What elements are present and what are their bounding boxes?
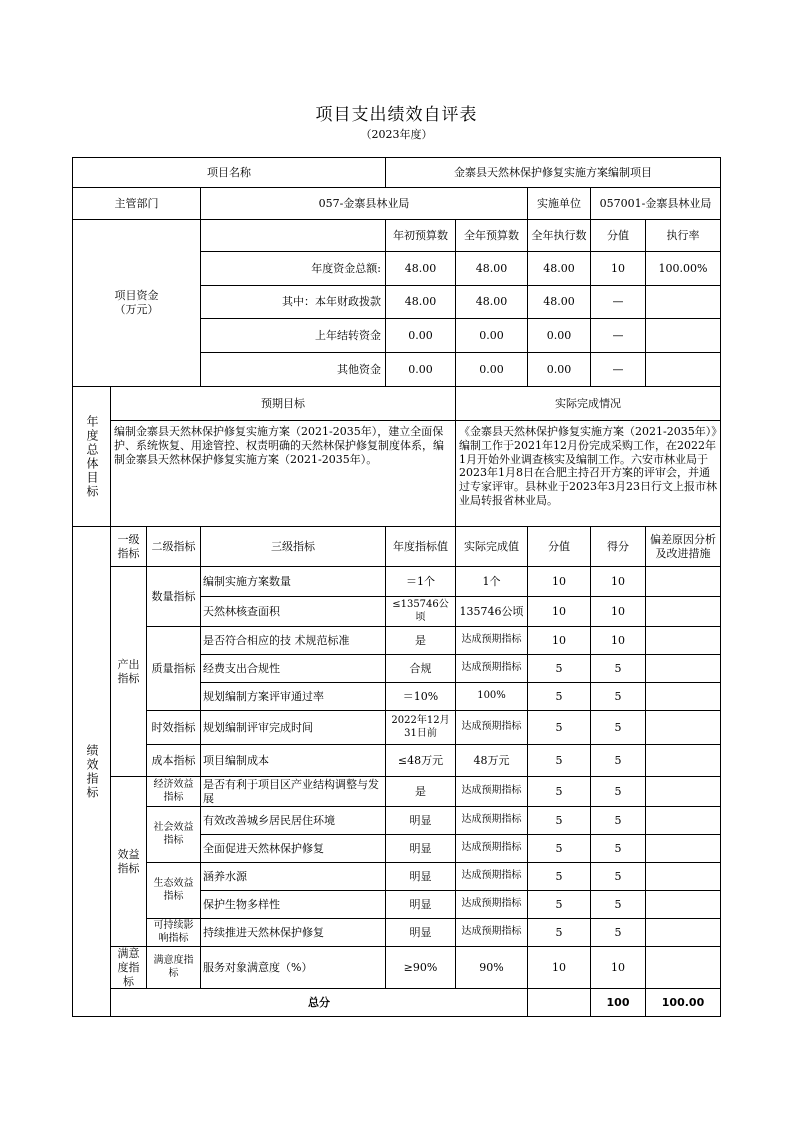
indicator-name: 持续推进天然林保护修复 <box>201 919 386 947</box>
fund-rate: 100.00% <box>646 252 721 286</box>
indicator-deviation <box>646 807 721 835</box>
indicator-row <box>73 919 721 947</box>
project-name-value: 金寨县天然林保护修复实施方案编制项目 <box>386 158 721 188</box>
fund-header-score-value: 分值 <box>591 220 646 252</box>
indicator-deviation <box>646 947 721 989</box>
project-name-label: 项目名称 <box>73 158 386 188</box>
indicator-actual: 达成预期指标 <box>456 863 528 891</box>
indicator-actual: 100% <box>456 683 528 711</box>
indicator-actual: 48万元 <box>456 745 528 777</box>
indicator-target: 2022年12月31日前 <box>386 711 456 745</box>
perf-header-level3: 三级指标 <box>201 527 386 567</box>
fund-initial: 48.00 <box>386 252 456 286</box>
indicator-deviation <box>646 919 721 947</box>
level2-ecological: 生态效益指标 <box>147 863 201 919</box>
fund-row-label: 其中：本年财政拨款 <box>201 286 386 319</box>
fund-header-initial: 年初预算数 <box>386 220 456 252</box>
level2-social: 社会效益指标 <box>147 807 201 863</box>
indicator-score-value: 5 <box>528 835 591 863</box>
indicator-target: 明显 <box>386 919 456 947</box>
indicator-score-value: 10 <box>528 627 591 655</box>
indicator-score: 5 <box>591 807 646 835</box>
indicator-actual: 达成预期指标 <box>456 807 528 835</box>
indicator-name: 编制实施方案数量 <box>201 567 386 597</box>
indicator-name: 涵养水源 <box>201 863 386 891</box>
fund-rate <box>646 353 721 387</box>
indicator-score-value: 5 <box>528 777 591 807</box>
indicator-score: 10 <box>591 627 646 655</box>
indicator-actual: 达成预期指标 <box>456 919 528 947</box>
level2-quantity: 数量指标 <box>147 567 201 627</box>
fund-executed: 0.00 <box>528 353 591 387</box>
indicator-name: 是否有利于项目区产业结构调整与发展 <box>201 777 386 807</box>
expected-goal-header: 预期目标 <box>111 387 456 421</box>
level1-benefit: 效益指标 <box>111 777 147 947</box>
indicator-score-value: 5 <box>528 919 591 947</box>
fund-score-value: — <box>591 286 646 319</box>
fund-executed: 0.00 <box>528 319 591 353</box>
indicator-target: 是 <box>386 777 456 807</box>
fund-row-label: 其他资金 <box>201 353 386 387</box>
fund-annual: 48.00 <box>456 252 528 286</box>
indicator-name: 规划编制方案评审通过率 <box>201 683 386 711</box>
actual-completion-header: 实际完成情况 <box>456 387 721 421</box>
indicator-name: 经费支出合规性 <box>201 655 386 683</box>
fund-header-blank <box>201 220 386 252</box>
indicator-score: 5 <box>591 891 646 919</box>
indicator-score: 5 <box>591 919 646 947</box>
perf-header-target: 年度指标值 <box>386 527 456 567</box>
indicator-score: 5 <box>591 863 646 891</box>
fund-rate <box>646 286 721 319</box>
indicator-deviation <box>646 711 721 745</box>
indicator-row <box>73 567 721 597</box>
fund-executed: 48.00 <box>528 286 591 319</box>
perf-header-score-value: 分值 <box>528 527 591 567</box>
total-label: 总分 <box>111 989 528 1017</box>
page-subtitle-year: （2023年度） <box>360 128 433 141</box>
indicator-score-value: 5 <box>528 711 591 745</box>
indicator-name: 全面促进天然林保护修复 <box>201 835 386 863</box>
level2-quality: 质量指标 <box>147 627 201 711</box>
indicator-actual: 达成预期指标 <box>456 777 528 807</box>
dept-value: 057-金寨县林业局 <box>201 188 528 220</box>
indicator-name: 规划编制评审完成时间 <box>201 711 386 745</box>
indicator-score: 5 <box>591 835 646 863</box>
actual-completion-text: 《金寨县天然林保护修复实施方案（2021-2035年）》编制工作于2021年12月份完成采购工作，在2022年1月开始外业调查核实及编制工作。六安市林业局于2023年1月8日在合肥主持召开方案的评审会，并通过专家评审。县林业于2023年3月23日行文上报市林业局转报省林业局。 <box>456 421 721 527</box>
annual-goal-label <box>73 387 111 527</box>
indicator-score-value: 5 <box>528 683 591 711</box>
indicator-deviation <box>646 891 721 919</box>
indicator-target: ≤135746公顷 <box>386 597 456 627</box>
indicator-row <box>73 711 721 745</box>
fund-header-rate: 执行率 <box>646 220 721 252</box>
indicator-name: 天然林核查面积 <box>201 597 386 627</box>
fund-score-value: 10 <box>591 252 646 286</box>
perf-header-level1: 一级指标 <box>111 527 147 567</box>
impl-value: 057001-金寨县林业局 <box>591 188 721 220</box>
level2-time: 时效指标 <box>147 711 201 745</box>
indicator-target: 明显 <box>386 807 456 835</box>
indicator-target: ＝1个 <box>386 567 456 597</box>
perf-header-score: 得分 <box>591 527 646 567</box>
fund-annual: 0.00 <box>456 319 528 353</box>
fund-label <box>73 220 201 387</box>
fund-row-label: 年度资金总额: <box>201 252 386 286</box>
indicator-row <box>73 947 721 989</box>
indicator-deviation <box>646 835 721 863</box>
indicator-target: 合规 <box>386 655 456 683</box>
indicator-score: 10 <box>591 567 646 597</box>
fund-label-text: 项目资金（万元） <box>114 289 159 316</box>
evaluation-table <box>72 157 721 1017</box>
indicator-target: ＝10% <box>386 683 456 711</box>
perf-header-level2: 二级指标 <box>147 527 201 567</box>
fund-header-annual: 全年预算数 <box>456 220 528 252</box>
indicator-name: 保护生物多样性 <box>201 891 386 919</box>
level1-output: 产出指标 <box>111 567 147 777</box>
indicator-score: 5 <box>591 745 646 777</box>
level2-cost: 成本指标 <box>147 745 201 777</box>
performance-label-text: 绩效指标 <box>85 743 99 800</box>
indicator-target: 是 <box>386 627 456 655</box>
indicator-deviation <box>646 683 721 711</box>
fund-row-label: 上年结转资金 <box>201 319 386 353</box>
level2-satisfaction: 满意度指标 <box>147 947 201 989</box>
indicator-actual: 达成预期指标 <box>456 835 528 863</box>
indicator-name: 有效改善城乡居民居住环境 <box>201 807 386 835</box>
indicator-score-value: 5 <box>528 807 591 835</box>
dept-label: 主管部门 <box>73 188 201 220</box>
indicator-target: 明显 <box>386 863 456 891</box>
total-score-value: 100 <box>591 989 646 1017</box>
indicator-actual: 达成预期指标 <box>456 891 528 919</box>
indicator-row <box>73 807 721 835</box>
indicator-score-value: 5 <box>528 863 591 891</box>
indicator-row <box>73 745 721 777</box>
indicator-deviation <box>646 655 721 683</box>
indicator-deviation <box>646 863 721 891</box>
indicator-deviation <box>646 745 721 777</box>
perf-header-deviation: 偏差原因分析及改进措施 <box>646 527 721 567</box>
level1-satisfaction: 满意度指标 <box>111 947 147 989</box>
indicator-score-value: 5 <box>528 655 591 683</box>
indicator-actual: 90% <box>456 947 528 989</box>
indicator-row <box>73 777 721 807</box>
indicator-score-value: 5 <box>528 745 591 777</box>
indicator-score: 5 <box>591 683 646 711</box>
total-score: 100.00 <box>646 989 721 1017</box>
indicator-score-value: 10 <box>528 597 591 627</box>
indicator-score: 5 <box>591 655 646 683</box>
fund-executed: 48.00 <box>528 252 591 286</box>
indicator-name: 服务对象满意度（%） <box>201 947 386 989</box>
indicator-name: 项目编制成本 <box>201 745 386 777</box>
indicator-score: 10 <box>591 947 646 989</box>
indicator-score: 5 <box>591 777 646 807</box>
indicator-score-value: 10 <box>528 567 591 597</box>
impl-label: 实施单位 <box>528 188 591 220</box>
indicator-deviation <box>646 597 721 627</box>
indicator-target: ≥90% <box>386 947 456 989</box>
indicator-score: 5 <box>591 711 646 745</box>
total-blank <box>528 989 591 1017</box>
fund-rate <box>646 319 721 353</box>
fund-annual: 48.00 <box>456 286 528 319</box>
indicator-deviation <box>646 567 721 597</box>
indicator-target: 明显 <box>386 891 456 919</box>
indicator-deviation <box>646 627 721 655</box>
fund-score-value: — <box>591 353 646 387</box>
fund-score-value: — <box>591 319 646 353</box>
indicator-actual: 135746公顷 <box>456 597 528 627</box>
fund-initial: 0.00 <box>386 319 456 353</box>
indicator-actual: 1个 <box>456 567 528 597</box>
indicator-actual: 达成预期指标 <box>456 655 528 683</box>
page-title: 项目支出绩效自评表 <box>315 105 478 125</box>
indicator-name: 是否符合相应的技 术规范标准 <box>201 627 386 655</box>
fund-initial: 0.00 <box>386 353 456 387</box>
indicator-score-value: 10 <box>528 947 591 989</box>
indicator-deviation <box>646 777 721 807</box>
level2-economic: 经济效益指标 <box>147 777 201 807</box>
indicator-actual: 达成预期指标 <box>456 711 528 745</box>
indicator-target: ≤48万元 <box>386 745 456 777</box>
indicator-score-value: 5 <box>528 891 591 919</box>
fund-annual: 0.00 <box>456 353 528 387</box>
perf-header-actual: 实际完成值 <box>456 527 528 567</box>
indicator-score: 10 <box>591 597 646 627</box>
indicator-row <box>73 627 721 655</box>
fund-header-executed: 全年执行数 <box>528 220 591 252</box>
level2-sustainable: 可持续影响指标 <box>147 919 201 947</box>
indicator-actual: 达成预期指标 <box>456 627 528 655</box>
indicator-target: 明显 <box>386 835 456 863</box>
expected-goal-text: 编制金寨县天然林保护修复实施方案（2021-2035年），建立全面保护、系统恢复、用途管控、权责明确的天然林保护修复制度体系，编制金寨县天然林保护修复实施方案（2021-2035年）。 <box>111 421 456 527</box>
performance-label <box>73 527 111 1017</box>
fund-initial: 48.00 <box>386 286 456 319</box>
annual-goal-label-text: 年度总体目标 <box>85 414 99 499</box>
indicator-row <box>73 863 721 891</box>
